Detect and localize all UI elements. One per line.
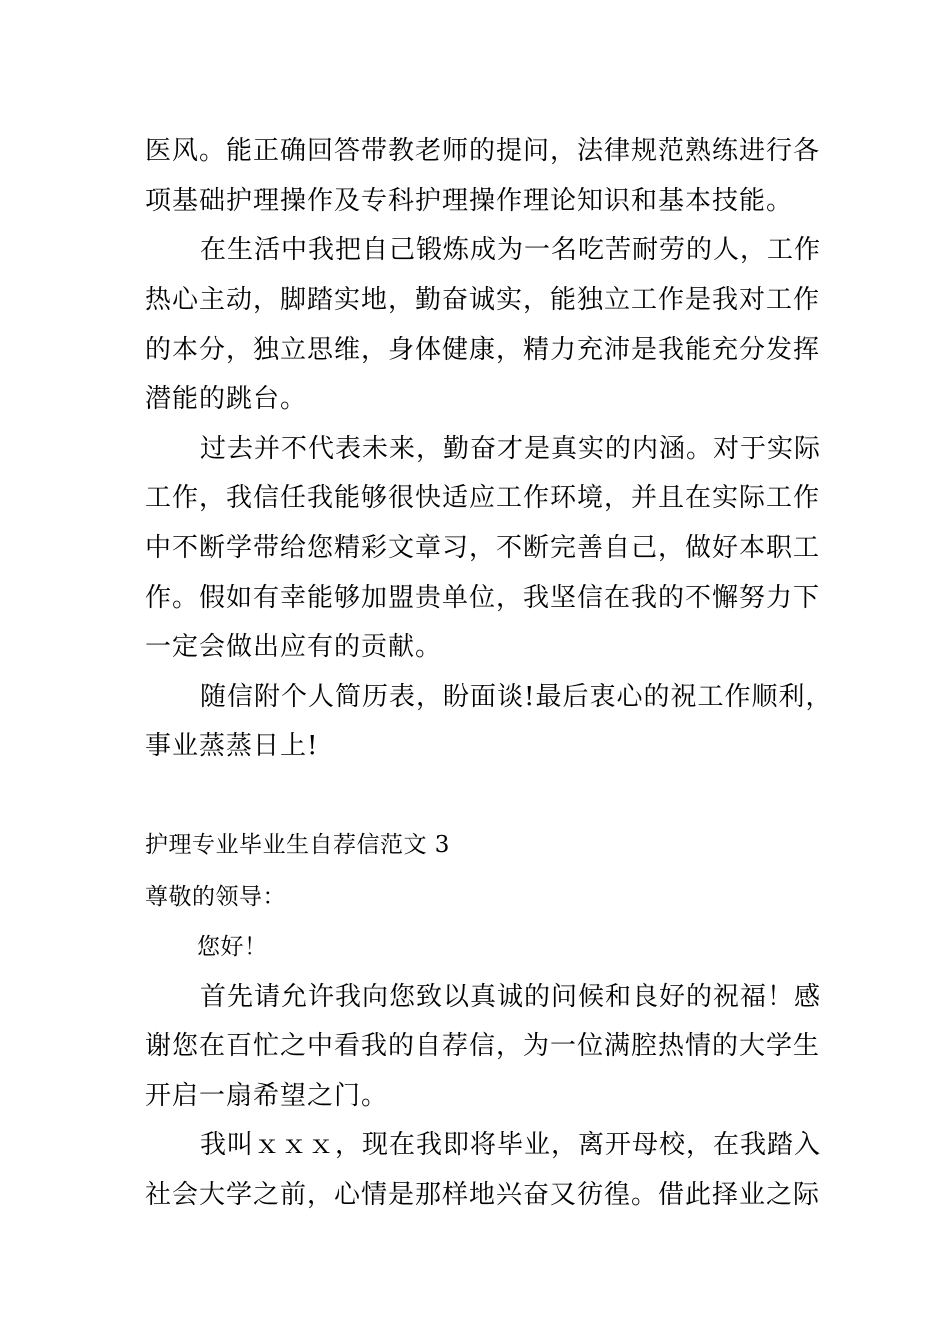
section-title: 护理专业毕业生自荐信范文 3 [145, 832, 450, 858]
paragraph-first-line: 在生活中我把自己锻炼成为一名吃苦耐劳的人，工作 [200, 235, 822, 265]
text-line: 医风。能正确回答带教老师的提问，法律规范熟练进行各 [145, 136, 821, 166]
text-line: 作。假如有幸能够加盟贵单位，我坚信在我的不懈努力下 [145, 583, 821, 613]
paragraph-first-line: 我叫ｘｘｘ，现在我即将毕业，离开母校，在我踏入 [200, 1130, 822, 1160]
salutation: 尊敬的领导： [145, 884, 286, 910]
text-line: 一定会做出应有的贡献。 [145, 632, 443, 662]
text-line: 热心主动，脚踏实地，勤奋诚实，能独立工作是我对工作 [145, 285, 821, 315]
greeting: 您好！ [197, 934, 268, 960]
text-line: 事业蒸蒸日上! [145, 731, 319, 761]
text-line: 开启一扇希望之门。 [145, 1081, 389, 1111]
text-line: 中不断学带给您精彩文章习，不断完善自己，做好本职工 [145, 533, 821, 563]
paragraph-first-line: 首先请允许我向您致以真诚的问候和良好的祝福！感 [200, 982, 822, 1012]
text-line: 项基础护理操作及专科护理操作理论知识和基本技能。 [145, 186, 794, 216]
text-line: 潜能的跳台。 [145, 384, 308, 414]
text-line: 社会大学之前，心情是那样地兴奋又彷徨。借此择业之际 [145, 1180, 821, 1210]
paragraph-first-line: 过去并不代表未来，勤奋才是真实的内涵。对于实际 [200, 434, 822, 464]
text-line: 谢您在百忙之中看我的自荐信，为一位满腔热情的大学生 [145, 1031, 821, 1061]
text-line: 工作，我信任我能够很快适应工作环境，并且在实际工作 [145, 483, 821, 513]
paragraph-first-line: 随信附个人简历表，盼面谈!最后衷心的祝工作顺利， [200, 682, 833, 712]
text-line: 的本分，独立思维，身体健康，精力充沛是我能充分发挥 [145, 335, 821, 365]
